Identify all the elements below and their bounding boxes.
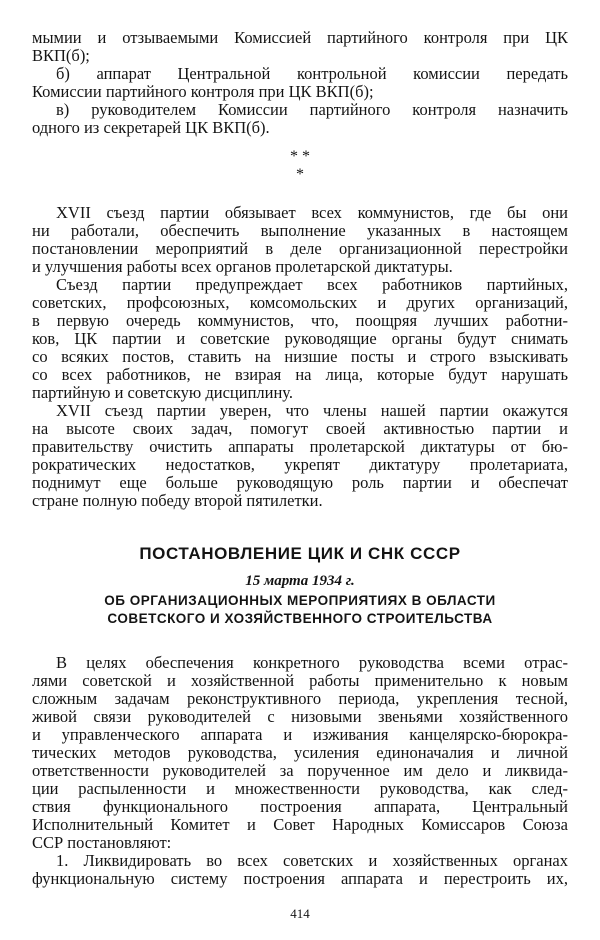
text-line: 1. Ликвидировать во всех советских и хозяйственных органах [56,852,568,870]
page-number: 414 [290,906,310,921]
document-subtitle-line-2: СОВЕТСКОГО И ХОЗЯЙСТВЕННОГО СТРОИТЕЛЬСТВА [107,611,493,626]
text-line: поднимут еще больше руководящую роль партии и обеспечат [32,474,568,492]
text-line: со всех работников, не взирая на лица, которые будут нарушать [32,366,568,384]
text-line: XVII съезд партии обязывает всех коммунистов, где бы они [56,204,568,222]
text-line: ции распыленности и множественности руководства, как след- [32,780,568,798]
document-title: ПОСТАНОВЛЕНИЕ ЦИК И СНК СССР [139,544,461,563]
text-line: со всяких постов, ставить на низшие посты и строго взыскивать [32,348,568,366]
text-line: Исполнительный Комитет и Совет Народных Комиссаров Союза [32,816,568,834]
text-line: правительству очистить аппараты пролетарской диктатуры от бю- [32,438,568,456]
text-line: сложным задачам реконструктивного периода, укрепления тесной, [32,690,568,708]
text-line: советских, профсоюзных, комсомольских и других организаций, [32,294,568,312]
text-line: ствия функционального построения аппарата, Центральный [32,798,568,816]
text-line: функциональную систему построения аппарата и перестроить их, [32,870,568,888]
text-line: постановлении мероприятий в деле организационной перестройки [32,240,568,258]
text-line: в первую очередь коммунистов, что, поощряя лучших работни- [32,312,568,330]
text-line: в) руководителем Комиссии партийного контроля назначить [56,101,568,119]
paragraph-block-resolution-body [32,654,568,888]
text-line: Съезд партии предупреждает всех работников партийных, [56,276,568,294]
text-line: Комиссии партийного контроля при ЦК ВКП(б); [32,83,374,101]
section-divider-star: * [296,166,304,183]
document-subtitle-line-1: ОБ ОРГАНИЗАЦИОННЫХ МЕРОПРИЯТИЯХ В ОБЛАСТИ [104,593,496,608]
text-line: б) аппарат Центральной контрольной комиссии передать [56,65,568,83]
text-line: лями советской и хозяйственной работы применительно к новым [32,672,568,690]
text-line: живой связи руководителей с низовыми звеньями хозяйственного [32,708,568,726]
text-line: стране полную победу второй пятилетки. [32,492,323,510]
text-line: ответственности руководителей за порученное им дело и ликвида- [32,762,568,780]
text-line: XVII съезд партии уверен, что члены нашей партии окажутся [56,402,568,420]
text-line: партийную и советскую дисциплину. [32,384,294,402]
text-line: ни работали, обеспечить выполнение указанных в настоящем [32,222,568,240]
section-divider-stars: * * [290,148,310,165]
text-line: тических методов руководства, усиления единоначалия и личной [32,744,568,762]
text-line: ков, ЦК партии и советские руководящие органы будут снимать [32,330,568,348]
text-line: ССР постановляют: [32,834,172,852]
text-line: на высоте своих задач, помогут своей активностью партии и [32,420,568,438]
text-line: рократических недостатков, укрепят диктатуру пролетариата, [32,456,568,474]
document-date: 15 марта 1934 г. [245,573,355,589]
paragraph-block-congress-appeal [32,204,568,510]
text-line: одного из секретарей ЦК ВКП(б). [32,119,270,137]
text-line: мымии и отзываемыми Комиссией партийного контроля при ЦК [32,29,568,47]
text-line: и улучшения работы всех органов пролетарской диктатуры. [32,258,453,276]
paragraph-block-resolution-end [32,29,568,137]
text-line: В целях обеспечения конкретного руководства всеми отрас- [56,654,568,672]
text-line: ВКП(б); [32,47,90,65]
text-line: и управленческого аппарата и изживания канцелярско-бюрокра- [32,726,568,744]
